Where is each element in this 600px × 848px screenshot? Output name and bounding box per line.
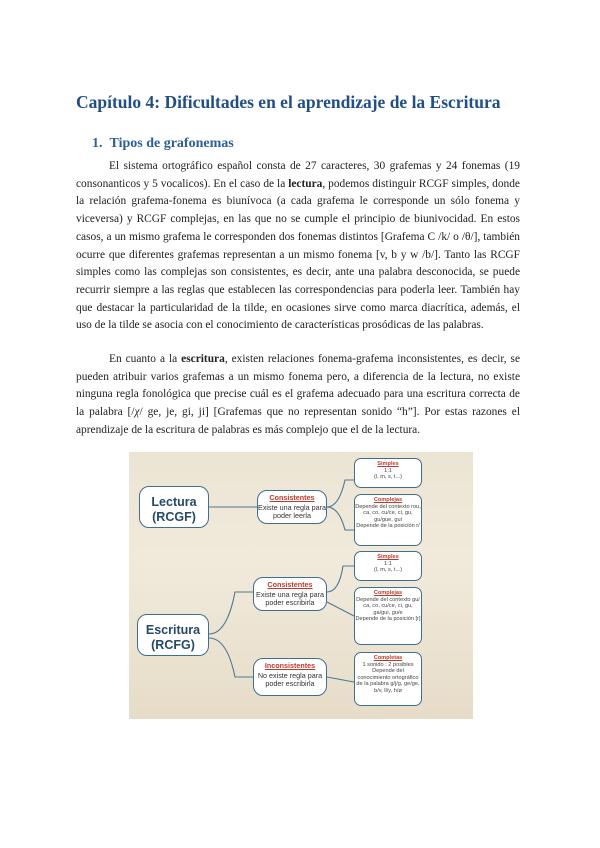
escritura-complejas-heading: Complejas xyxy=(373,590,403,596)
escritura-completas-heading: Completas xyxy=(373,655,403,661)
section-title: Tipos de grafonemas xyxy=(109,136,234,151)
para1-text-2: , podemos distinguir RCGF simples, donde la relación grafema-fonema es biunívoca (a cada grafema le corresponde un sólo fonema y viceversa) y RCGF complejas, en las que no se cumple el principio de biunivocidad. En estos casos, a un mismo grafema le corresponden dos fonemas distintos [Grafema C /k/ o /θ/], también ocurre que diferentes grafemas representan a un mismo fonema [v, b y w /b/]. Tanto las RCGF simples como las complejas son consistentes, es decir, ante una palabra desconocida, se puede recurrir siempre a las reglas que establecen las correspondencias para poderla leer. También hay que destacar la particularidad de la tilde, en ocasiones sirve como marca diacrítica, además, el uso de la tilde se asocia con el conocimiento de características prosódicas de las palabras. xyxy=(76,177,520,332)
escritura-inconsistentes-heading: Inconsistentes xyxy=(264,661,316,670)
lectura-consistentes-text: Existe una regla para poder leerla xyxy=(258,502,326,520)
section-heading xyxy=(92,136,234,152)
lectura-simples-ratio: 1:1 xyxy=(384,467,392,474)
escritura-simples-examples: (l, m, s, t...) xyxy=(374,567,402,574)
grapheme-phoneme-diagram xyxy=(129,452,473,719)
connector-lectura-simples xyxy=(327,480,354,507)
connector-lectura-complejas xyxy=(327,507,354,530)
lectura-title: Lectura xyxy=(151,495,197,509)
connector-escritura-complejas xyxy=(327,602,354,616)
escritura-simples-heading: Simples xyxy=(377,554,399,560)
lectura-consistentes-heading: Consistentes xyxy=(269,493,315,502)
lectura-complejas-pos: Depende de la posición r/ xyxy=(356,523,420,530)
escritura-complejas-text: Depende del contexto gu/ ca, co, cu/ce, ci, gu, ga/gui, gu/e xyxy=(356,596,420,616)
page-title: Capítulo 4: Dificultades en el aprendizaje de la Escritura xyxy=(76,92,501,112)
escritura-simples-box xyxy=(354,551,422,581)
escritura-consistentes-box xyxy=(253,577,327,611)
paragraph-escritura xyxy=(76,351,520,440)
lectura-complejas-text: Depende del contexto rou, ca, co, cu/ce, ci, gu, gu/gue, gui xyxy=(355,503,421,523)
lectura-simples-box xyxy=(354,458,422,488)
escritura-simples-ratio: 1:1 xyxy=(384,560,392,567)
lectura-simples-heading: Simples xyxy=(377,461,399,467)
lectura-complejas-box xyxy=(354,494,422,546)
lectura-consistentes-box xyxy=(257,490,327,524)
escritura-code: (RCFG) xyxy=(151,638,195,652)
escritura-title: Escritura xyxy=(145,623,201,637)
escritura-inconsistentes-box xyxy=(253,658,327,696)
escritura-consistentes-heading: Consistentes xyxy=(267,580,313,589)
paragraph-lectura xyxy=(76,158,520,335)
lectura-box xyxy=(139,486,209,528)
para1-text-1: El sistema ortográfico español consta de 27 caracteres, 30 grafemas y 24 fonemas (19 consonanticos y 5 vocalicos). En el caso de la xyxy=(76,160,520,190)
lectura-code: (RCGF) xyxy=(152,510,196,524)
escritura-complejas-pos: Depende de la posición [r] xyxy=(355,616,421,623)
connector-escritura-consistentes xyxy=(209,592,253,634)
connector-escritura-simples xyxy=(327,566,354,592)
escritura-complejas-box xyxy=(354,587,422,645)
escritura-inconsistentes-text: No existe regla para poder escribirla xyxy=(257,670,323,688)
connector-escritura-completas xyxy=(327,677,354,682)
para2-text-3: / ge, je, gi, ji] [Grafemas que no representan sonido “h”]. Por estas razones el aprendizaje de la escritura de palabras es más complejo que el de la lectura. xyxy=(76,406,520,436)
connector-escritura-inconsistentes xyxy=(209,638,253,677)
para2-bold-escritura: escritura xyxy=(181,353,225,365)
lectura-complejas-heading: Complejas xyxy=(373,497,403,503)
lectura-simples-examples: (l, m, s, t...) xyxy=(374,474,402,481)
escritura-box xyxy=(137,614,209,656)
para2-text-1: En cuanto a la xyxy=(109,353,182,365)
para2-text-2: , existen relaciones fonema-grafema inconsistentes, es decir, se pueden atribuir varios grafemas a un mismo fonema pero, a diferencia de la lectura, no existe ninguna regla fonológica que precise cuál es el grafema adecuado para una escritura correcta de la palabra [/ xyxy=(76,353,520,419)
escritura-completas-text: 1 sonido : 2 posibles Depende del conocimiento ortográfico de la palabra g/j/g, ge/ge, b/v, ll/y, h/ø xyxy=(356,661,420,694)
para2-phoneme: χ xyxy=(134,406,140,419)
escritura-consistentes-text: Existe una regla para poder escribirla xyxy=(256,589,324,607)
para1-bold-lectura: lectura xyxy=(288,177,323,190)
section-number: 1. xyxy=(92,136,103,151)
escritura-completas-box xyxy=(354,652,422,706)
